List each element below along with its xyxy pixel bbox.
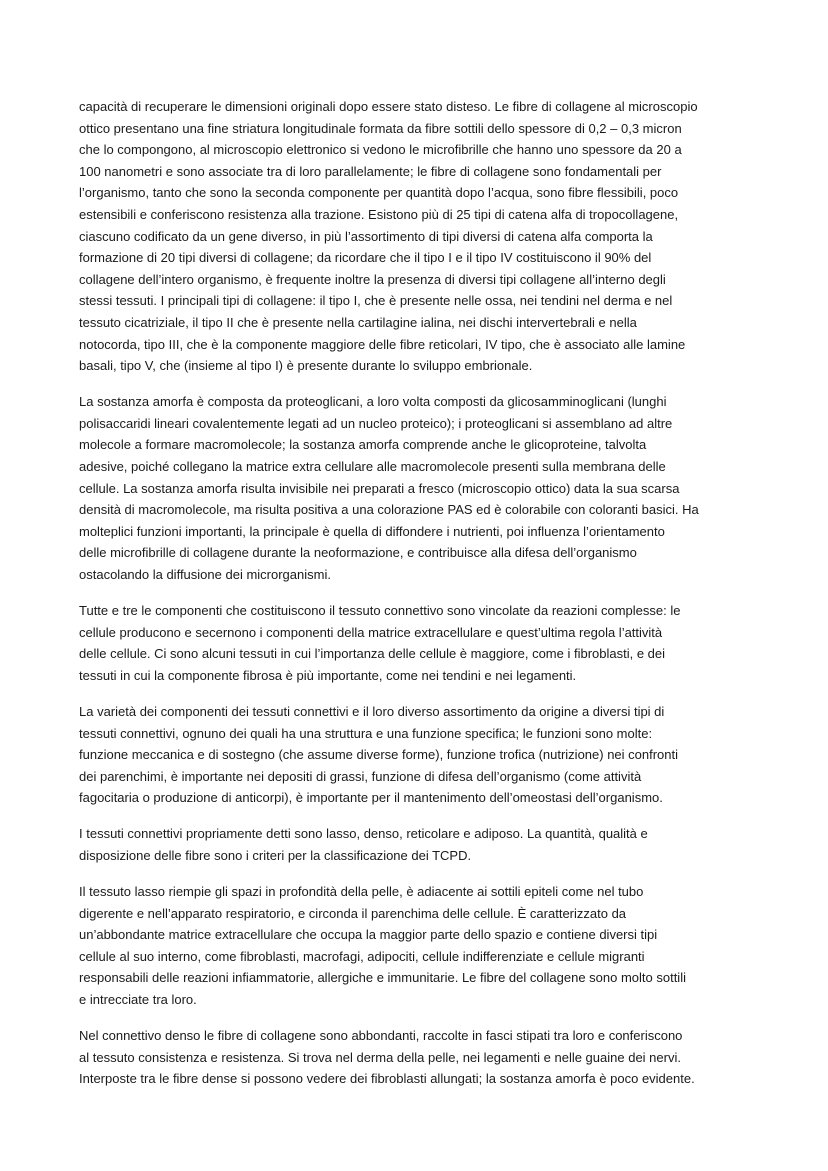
text-line: ostacolando la diffusione dei microrganismi.	[79, 566, 331, 582]
text-line: polisaccaridi lineari covalentemente legati ad un nucleo proteico); i proteoglicani si assemblano ad altre	[79, 415, 673, 431]
paragraph	[79, 701, 779, 809]
text-line: basali, tipo V, che (insieme al tipo I) è presente durante lo sviluppo embrionale.	[79, 358, 533, 374]
text-line: stessi tessuti. I principali tipi di collagene: il tipo I, che è presente nelle ossa, nei tendini nel derma e nel	[79, 293, 673, 309]
text-line: un’abbondante matrice extracellulare che occupa la maggior parte dello spazio e contiene diversi tipi	[79, 927, 658, 943]
text-line: Interposte tra le fibre dense si possono vedere dei fibroblasti allungati; la sostanza amorfa è poco evidente.	[79, 1071, 695, 1087]
text-line: notocorda, tipo III, che è la componente maggiore delle fibre reticolari, IV tipo, che è associato alle lamine	[79, 336, 686, 352]
text-line: cellule producono e secernono i componenti della matrice extracellulare e quest’ultima regola l’attività	[79, 624, 663, 640]
text-line: tessuti connettivi, ognuno dei quali ha una struttura e una funzione specifica; le funzioni sono molte:	[79, 725, 653, 741]
text-line: Il tessuto lasso riempie gli spazi in profondità della pelle, è adiacente ai sottili epiteli come nel tubo	[79, 884, 644, 900]
text-line: responsabili delle reazioni infiammatorie, allergiche e immunitarie. Le fibre del collagene sono molto sottili	[79, 970, 686, 986]
document-page	[79, 96, 779, 1104]
text-line: molteplici funzioni importanti, la principale è quella di diffondere i nutrienti, poi influenza l’orientamento	[79, 523, 665, 539]
text-line: ottico presentano una fine striatura longitudinale formata da fibre sottili dello spessore di 0,2 – 0,3 micron	[79, 120, 682, 136]
text-line: tessuti in cui la componente fibrosa è più importante, come nei tendini e nei legamenti.	[79, 667, 577, 683]
text-line: La varietà dei componenti dei tessuti connettivi e il loro diverso assortimento da origine a diversi tipi di	[79, 703, 665, 719]
text-line: adesive, poiché collegano la matrice extra cellulare alle macromolecole presenti sulla membrana delle	[79, 459, 666, 474]
text-line: delle cellule. Ci sono alcuni tessuti in cui l’importanza delle cellule è maggiore, come i fibroblasti, e dei	[79, 646, 666, 662]
text-line: capacità di recuperare le dimensioni originali dopo essere stato disteso. Le fibre di collagene al microscopio	[79, 99, 698, 114]
text-line: delle microfibrille di collagene durante la neoformazione, e contribuisce alla difesa dell’organismo	[79, 545, 637, 561]
text-line: Nel connettivo denso le fibre di collagene sono abbondanti, raccolte in fasci stipati tra loro e conferiscono	[79, 1028, 683, 1044]
text-line: disposizione delle fibre sono i criteri per la classificazione dei TCPD.	[79, 848, 472, 863]
text-line: funzione meccanica e di sostegno (che assume diverse forme), funzione trofica (nutrizione) nei confronti	[79, 747, 679, 763]
text-line: dei parenchimi, è importante nei depositi di grassi, funzione di difesa dell’organismo (come attività	[79, 768, 642, 784]
paragraph	[79, 391, 779, 585]
text-line: I tessuti connettivi propriamente detti sono lasso, denso, reticolare e adiposo. La quantità, qualità e	[79, 826, 648, 842]
text-line: e intrecciate tra loro.	[79, 992, 197, 1008]
text-line: che lo compongono, al microscopio elettronico si vedono le microfibrille che hanno uno spessore da 20 a	[79, 142, 682, 158]
paragraph	[79, 823, 779, 866]
text-line: tessuto cicatriziale, il tipo II che è presente nella cartilagine ialina, nei dischi intervertebrali e nella	[79, 314, 637, 330]
text-line: ciascuno codificato da un gene diverso, in più l’assortimento di tipi diversi di catena alfa comporta la	[79, 228, 653, 244]
paragraph	[79, 881, 779, 1011]
text-line: estensibili e conferiscono resistenza alla trazione. Esistono più di 25 tipi di catena alfa di tropocollagene,	[79, 206, 679, 222]
text-line: molecole a formare macromolecole; la sostanza amorfa comprende anche le glicoproteine, talvolta	[79, 437, 647, 453]
text-line: La sostanza amorfa è composta da proteoglicani, a loro volta composti da glicosamminoglicani (lunghi	[79, 394, 667, 410]
paragraph	[79, 600, 779, 686]
text-line: formazione di 20 tipi diversi di collagene; da ricordare che il tipo I e il tipo IV costituiscono il 90% del	[79, 250, 652, 266]
paragraph	[79, 1025, 779, 1090]
text-line: fagocitaria o produzione di anticorpi), è importante per il mantenimento dell’omeostasi dell’organismo.	[79, 790, 663, 806]
text-line: densità di macromolecole, ma risulta positiva a una colorazione PAS ed è colorabile con coloranti basici. Ha	[79, 502, 699, 518]
paragraph	[79, 96, 779, 377]
text-line: collagene dell’intero organismo, è frequente inoltre la presenza di diversi tipi collagene all’interno degli	[79, 271, 666, 287]
text-line: al tessuto consistenza e resistenza. Si trova nel derma della pelle, nei legamenti e nelle guaine dei nervi.	[79, 1049, 681, 1065]
text-line: cellule al suo interno, come fibroblasti, macrofagi, adipociti, cellule indifferenziate e cellule migranti	[79, 948, 645, 964]
text-line: 100 nanometri e sono associate tra di loro parallelamente; le fibre di collagene sono fondamentali per	[79, 163, 662, 179]
text-line: l’organismo, tanto che sono la seconda componente per quantità dopo l’acqua, sono fibre flessibili, poco	[79, 185, 679, 201]
text-line: Tutte e tre le componenti che costituiscono il tessuto connettivo sono vincolate da reazioni complesse: le	[79, 603, 681, 619]
text-line: digerente e nell’apparato respiratorio, e circonda il parenchima delle cellule. È caratterizzato da	[79, 905, 627, 921]
text-line: cellule. La sostanza amorfa risulta invisibile nei preparati a fresco (microscopio ottico) data la sua scarsa	[79, 480, 680, 496]
